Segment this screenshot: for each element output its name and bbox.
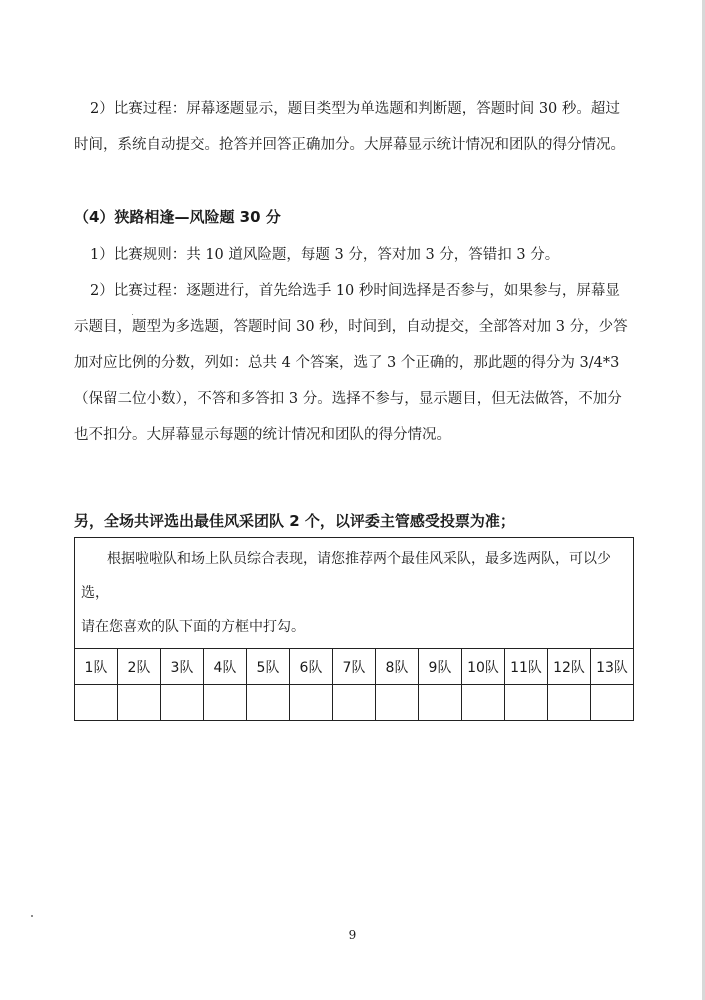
team-label: 12队 [548,649,591,685]
team-vote-box[interactable] [118,685,161,721]
team-vote-box[interactable] [591,685,634,721]
team-label: 8队 [376,649,419,685]
team-label: 5队 [247,649,290,685]
team-vote-box[interactable] [247,685,290,721]
scan-speck [132,314,133,315]
team-label: 4队 [204,649,247,685]
team-vote-box[interactable] [333,685,376,721]
page-number: 9 [348,928,357,942]
team-vote-box[interactable] [462,685,505,721]
team-label: 1队 [75,649,118,685]
team-label: 11队 [505,649,548,685]
team-header-row [75,649,634,685]
vote-checkbox-row [75,685,634,721]
team-label: 7队 [333,649,376,685]
section-heading-risk-questions: （4）狭路相逢—风险题 30 分 [74,208,281,226]
team-label: 9队 [419,649,462,685]
paragraph-best-team-note: 另，全场共评选出最佳风采团队 2 个，以评委主管感受投票为准； [74,512,515,530]
team-label: 3队 [161,649,204,685]
vote-instructions-line-1: 根据啦啦队和场上队员综合表现，请您推荐两个最佳风采队，最多选两队，可以少选， [81,551,611,601]
vote-instructions [75,538,634,649]
team-label: 6队 [290,649,333,685]
team-vote-box[interactable] [161,685,204,721]
vote-table [74,537,634,721]
team-vote-box[interactable] [290,685,333,721]
vote-instructions-line-2: 请在您喜欢的队下面的方框中打勾。 [81,619,305,635]
team-vote-box[interactable] [505,685,548,721]
team-vote-box[interactable] [376,685,419,721]
paragraph-competition-process: 2）比赛过程：屏幕逐题显示，题目类型为单选题和判断题，答题时间 30 秒。超过时间，系统自动提交。抢答并回答正确加分。大屏幕显示统计情况和团队的得分情况。 [74,101,625,153]
team-label: 2队 [118,649,161,685]
team-vote-box[interactable] [204,685,247,721]
team-label: 10队 [462,649,505,685]
team-label: 13队 [591,649,634,685]
paragraph-rules: 1）比赛规则：共 10 道风险题，每题 3 分，答对加 3 分，答错扣 3 分。 [90,247,560,263]
team-vote-box[interactable] [75,685,118,721]
paragraph-risk-process: 2）比赛过程：逐题进行，首先给选手 10 秒时间选择是否参与，如果参与，屏幕显示题目，题型为多选题，答题时间 30 秒，时间到，自动提交，全部答对加 3 分，少答加对应比例的分数，列如：总共 4 个答案，选了 3 个正确的，那此题的得分为 3/4*3（保留二位小数），不答和多答扣 3 分。选择不参与，显示题目，但无法做答，不加分也不扣分。大屏幕显示每题的统计情况和团队的得分情况。 [74,283,628,443]
team-vote-box[interactable] [548,685,591,721]
team-vote-box[interactable] [419,685,462,721]
scan-speck [31,915,33,917]
